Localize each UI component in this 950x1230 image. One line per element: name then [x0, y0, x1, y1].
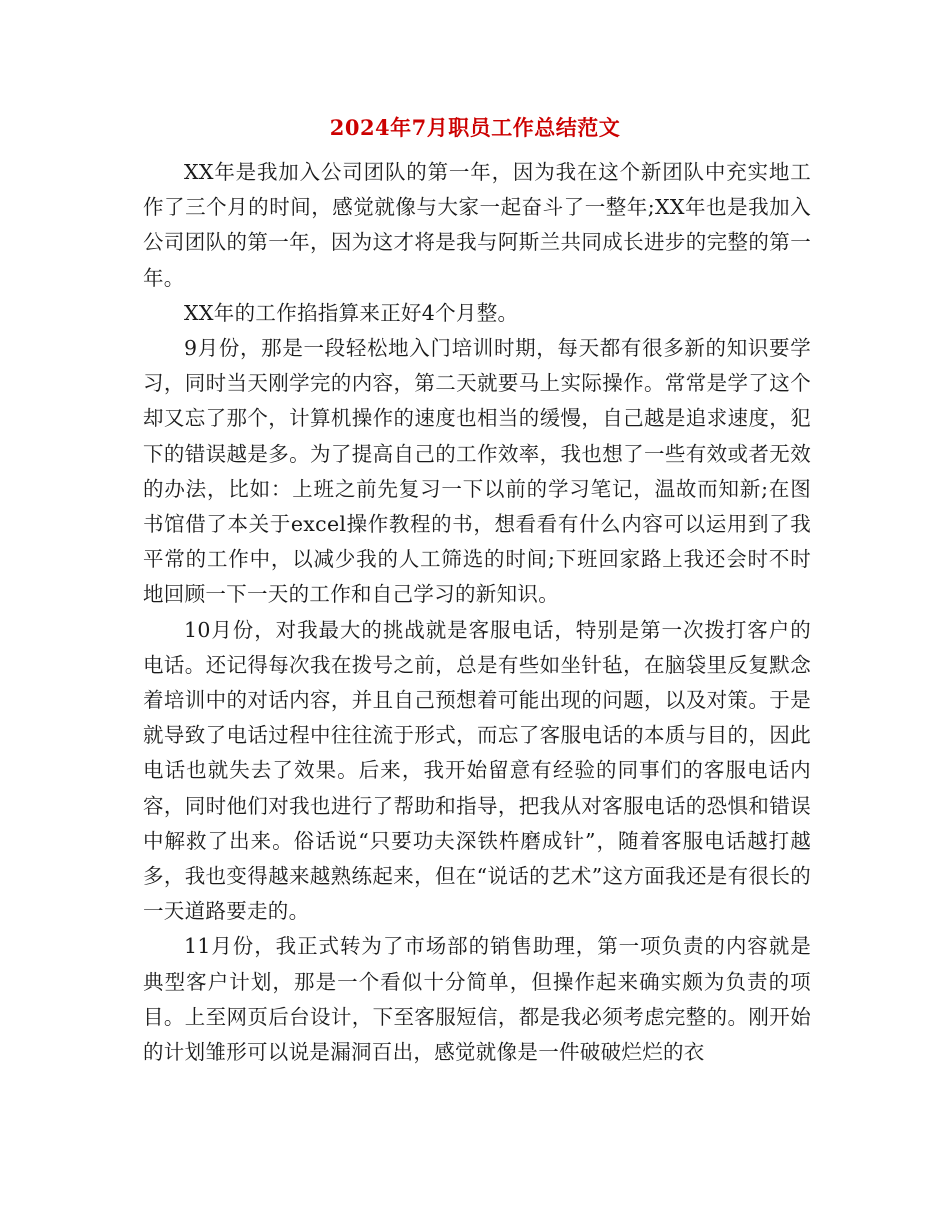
document-title: 2024年7月职员工作总结范文 — [329, 115, 621, 140]
paragraph: XX年是我加入公司团队的第一年，因为我在这个新团队中充实地工作了三个月的时间，感觉就像与大家一起奋斗了一整年;XX年也是我加入公司团队的第一年，因为这才将是我与阿斯兰共同成长进步的完整的第一年。 — [143, 160, 811, 290]
document-body — [143, 155, 811, 1070]
paragraph: 9月份，那是一段轻松地入门培训时期，每天都有很多新的知识要学习，同时当天刚学完的内容，第二天就要马上实际操作。常常是学了这个却又忘了那个，计算机操作的速度也相当的缓慢，自己越是追求速度，犯下的错误越是多。为了提高自己的工作效率，我也想了一些有效或者无效的办法，比如：上班之前先复习一下以前的学习笔记，温故而知新;在图书馆借了本关于excel操作教程的书，想看看有什么内容可以运用到了我平常的工作中，以减少我的人工筛选的时间;下班回家路上我还会时不时地回顾一下一天的工作和自己学习的新知识。 — [143, 336, 811, 607]
paragraph: XX年的工作掐指算来正好4个月整。 — [184, 300, 519, 325]
paragraph: 10月份，对我最大的挑战就是客服电话，特别是第一次拨打客户的电话。还记得每次我在拨号之前，总是有些如坐针毡，在脑袋里反复默念着培训中的对话内容，并且自己预想着可能出现的问题，以及对策。于是就导致了电话过程中往往流于形式，而忘了客服电话的本质与目的，因此电话也就失去了效果。后来，我开始留意有经验的同事们的客服电话内容，同时他们对我也进行了帮助和指导，把我从对客服电话的恐惧和错误中解救了出来。俗话说“只要功夫深铁杵磨成针”，随着客服电话越打越多，我也变得越来越熟练起来，但在“说话的艺术”这方面我还是有很长的一天道路要走的。 — [143, 617, 811, 924]
paragraph: 11月份，我正式转为了市场部的销售助理，第一项负责的内容就是典型客户计划，那是一个看似十分简单，但操作起来确实颇为负责的项目。上至网页后台设计，下至客服短信，都是我必须考虑完整的。刚开始的计划雏形可以说是漏洞百出，感觉就像是一件破破烂烂的衣 — [143, 934, 811, 1065]
